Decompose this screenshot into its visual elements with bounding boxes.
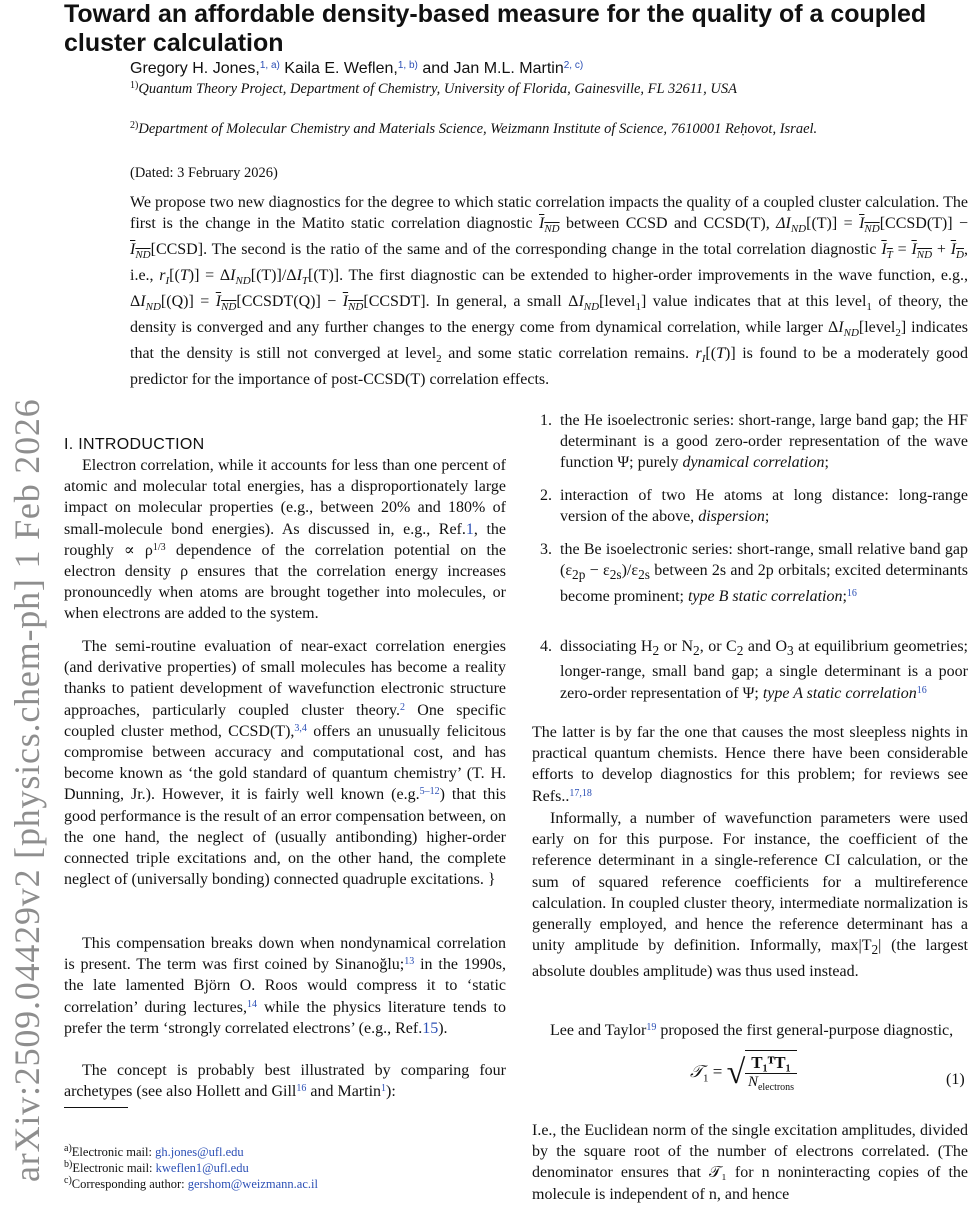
- abstract-text: is found to be a moderately good predictor for the importance of post-CCSD(T) correlation effects.: [130, 345, 969, 389]
- abstract-text: of theory, the density is converged and any further changes to the energy come from dynamical correlation, while larger: [130, 293, 969, 337]
- paragraph: The latter is by far the one that causes the most sleepless nights in practical quantum chemists. Hence there have been considerable efforts to develop diagnostics for this problem; for reviews see Refs..$^{17,18}$: [532, 724, 968, 805]
- equation-numerator: T₁ᵀT₁: [745, 1053, 796, 1074]
- abstract-text: between CCSD and CCSD(T),: [566, 214, 770, 232]
- abstract: We propose two new diagnostics for the degree to which static correlation impacts the quality of a coupled cluster calculation. The first is the change in the Matito static correlation diagnostic $I_{ND}$ between CCSD and CCSD(T), $\Delta I_{ND}[(T)]$ = $I_{ND}[CCSD(T)]$ − $I_{ND}[CCSD]$. The second is the ratio of the same and of the corresponding change in the total correlation diagnostic $I_T = I_{ND} + I_D$, i.e., $r_I[(T)] = \Delta I_{ND}[(T)]/\Delta I_T[(T)]$. The first diagnostic can be extended to higher-order improvements in the wave function, e.g., $\Delta I_{ND}[(Q)]$ = $I_{ND}[CCSDT(Q)]$ − $I_{ND}[CCSDT]$. In general, a small $\Delta I_{ND}[level_1]$ value indicates that at this level$_1$ of theory, the density is converged and any further changes to the energy come from dynamical correlation, while larger $\Delta I_{ND}[level_2]$ indicates that the density is still not converged at level$_2$ and some static correlation remains. $r_I[(T)]$ is found to be a moderately good predictor for the importance of post-CCSD(T) correlation effects.: [130, 194, 969, 389]
- list-item: 3. the Be isoelectronic series: short-range, small relative band gap $(\varepsilon_{2p} - \varepsilon_{2s})/\varepsilon_{2s}$ between 2s and 2p orbitals; excited determinants become prominent; type B static correlation;$^{16}$: [540, 541, 968, 605]
- abstract-text: . In general, a small: [425, 293, 562, 311]
- citation-link[interactable]: 17,18: [569, 787, 592, 799]
- citation-link[interactable]: 1: [381, 1083, 387, 1095]
- citation-link[interactable]: 1: [465, 520, 474, 538]
- abstract-text: indicates that the density is still not converged at level: [130, 319, 969, 363]
- equation-1: 𝒯$_1$ = √ $\frac{\text{T₁ᵀT₁}}{N_{electrons}}$: [690, 1050, 797, 1093]
- dated-line: (Dated: 3 February 2026): [130, 165, 278, 181]
- abstract-text: . The first diagnostic can be extended to higher-order improvements in the wave function, e.g.,: [339, 267, 969, 285]
- citation-link[interactable]: 2: [400, 701, 406, 713]
- email-link[interactable]: kweflen1@ufl.edu: [155, 1161, 249, 1175]
- author-weflen: Kaila E. Weflen,: [284, 60, 398, 77]
- citation-link[interactable]: 3,4: [294, 722, 307, 734]
- citation-link[interactable]: 19: [646, 1022, 657, 1033]
- paragraph: Electron correlation, while it accounts for less than one percent of atomic and molecular total energies, has a disproportionately large impact on molecular properties (e.g., between 20% and 180% of small-molecule bond energies). As discussed in, e.g., Ref.1, the roughly ∝ $\rho^{1/3}$ dependence of the correlation potential on the electron density ρ ensures that the correlation energy increases pronouncedly when atoms are brought together into molecules, or when electrons are added to the system.: [64, 457, 506, 623]
- affiliation-2-text: Department of Molecular Chemistry and Materials Science, Weizmann Institute of Science, 7610001 Reḥovot, Israel.: [138, 121, 818, 137]
- paragraph: The concept is probably best illustrated by comparing four archetypes (see also Hollett and Gill$^{16}$ and Martin$^1$):: [64, 1062, 506, 1101]
- paper-title: Toward an affordable density-based measure for the quality of a coupled cluster calculation: [64, 0, 927, 57]
- author-list: [130, 60, 583, 78]
- citation-link[interactable]: 16: [846, 587, 857, 599]
- author-martin-mark[interactable]: 2, c): [563, 60, 584, 71]
- section-heading-introduction: I. INTRODUCTION: [64, 436, 205, 453]
- author-jones-mark[interactable]: 1, a): [259, 60, 280, 71]
- citation-link[interactable]: 16: [916, 684, 927, 696]
- affiliation-1: [130, 80, 890, 98]
- abstract-text: . The second is the ratio of the same and of the corresponding change in the total correlation diagnostic: [203, 241, 877, 258]
- affiliation-1-text: Quantum Theory Project, Department of Chemistry, University of Florida, Gainesville, FL 32611, USA: [138, 81, 737, 97]
- paragraph: Informally, a number of wavefunction parameters were used early on for this purpose. For instance, the coefficient of the reference determinant in a single-reference CI calculation, or the sum of squared reference coefficients for a multireference calculation. In coupled cluster theory, intermediate normalization is generally employed, and hence the reference determinant has a unity amplitude by definition. Informally, $\max|T_2|$ (the largest absolute doubles amplitude) was thus used instead.: [532, 810, 969, 980]
- email-link[interactable]: gershom@weizmann.ac.il: [187, 1177, 318, 1191]
- list-item: 1. the He isoelectronic series: short-range, large band gap; the HF determinant is a good zero-order representation of the wave function Ψ; purely dynamical correlation;: [540, 412, 968, 472]
- abstract-text: value indicates that at this level: [652, 293, 867, 311]
- list-item: 4. dissociating $H_2$ or $N_2$, or $C_2$ and $O_3$ at equilibrium geometries; longer-range, small band gap; a single determinant is a poor zero-order representation of Ψ; type A static correlation$^{16}$: [540, 638, 968, 702]
- email-link[interactable]: gh.jones@ufl.edu: [155, 1145, 244, 1159]
- list-item: 2. interaction of two He atoms at long distance: long-range version of the above, dispersion;: [540, 487, 968, 526]
- footnote-b: $^{b)}$Electronic mail: kweflen1@ufl.edu: [64, 1159, 249, 1175]
- equation-number: (1): [946, 1071, 965, 1088]
- affiliation-2-mark: 2): [130, 120, 139, 131]
- citation-link[interactable]: 15: [422, 1019, 439, 1037]
- abstract-text: We propose two new diagnostics for the degree to which static correlation impacts the quality of a coupled cluster calculation. The first is the change in the Matito static correlation diagnostic: [130, 194, 968, 232]
- abstract-text: and some static correlation remains.: [448, 345, 689, 363]
- paragraph: The semi-routine evaluation of near-exact correlation energies (and derivative properties) of small molecules has become a reality thanks to patient development of wavefunction electronic structure approaches, particularly coupled cluster theory.$^2$ One specific coupled cluster method, CCSD(T),$^{3,4}$ offers an unusually felicitous compromise between accuracy and computational cost, and has become known as ‘the gold standard of quantum chemistry’ (T. H. Dunning, Jr.). However, it is fairly well known (e.g.$^{5-12}$) that this good performance is the result of an error compensation between, on the one hand, the neglect of (usually antibonding) higher-order connected triple excitations and, on the other hand, the complete neglect of (universally bonding) connected quadruple excitations. }: [64, 638, 507, 889]
- arxiv-identifier: arXiv:2509.04429v2 [physics.chem-ph] 1 Feb 2026: [7, 398, 47, 1182]
- author-martin: and Jan M.L. Martin: [422, 60, 564, 77]
- citation-link[interactable]: 5–12: [419, 786, 440, 798]
- footnote-a: $^{a)}$Electronic mail: gh.jones@ufl.edu: [64, 1143, 244, 1159]
- paragraph: This compensation breaks down when nondynamical correlation is present. The term was first coined by Sinanoğlu;$^{13}$ in the 1990s, the late lamented Björn O. Roos would compress it to ‘static correlation’ during lectures,$^{14}$ while the physics literature tends to prefer the term ‘strongly correlated electrons’ (e.g., Ref.15).: [64, 935, 507, 1037]
- paragraph: I.e., the Euclidean norm of the single excitation amplitudes, divided by the square root of the number of electrons correlated. (The denominator ensures that 𝒯₁ for n noninteracting copies of the molecule is independent of n, and hence: [532, 1122, 968, 1203]
- citation-link[interactable]: 16: [296, 1083, 307, 1095]
- author-jones: Gregory H. Jones,: [130, 60, 260, 77]
- affiliation-2: [130, 120, 890, 138]
- paragraph: Lee and Taylor$^{19}$ proposed the first general-purpose diagnostic,: [550, 1022, 954, 1039]
- footnote-c: $^{c)}$Corresponding author: gershom@weizmann.ac.il: [64, 1175, 318, 1191]
- citation-link[interactable]: 13: [404, 956, 415, 968]
- footnote-rule: [64, 1107, 128, 1108]
- author-weflen-mark[interactable]: 1, b): [397, 60, 418, 71]
- citation-link[interactable]: 14: [246, 998, 257, 1010]
- affiliation-1-mark: 1): [130, 80, 139, 91]
